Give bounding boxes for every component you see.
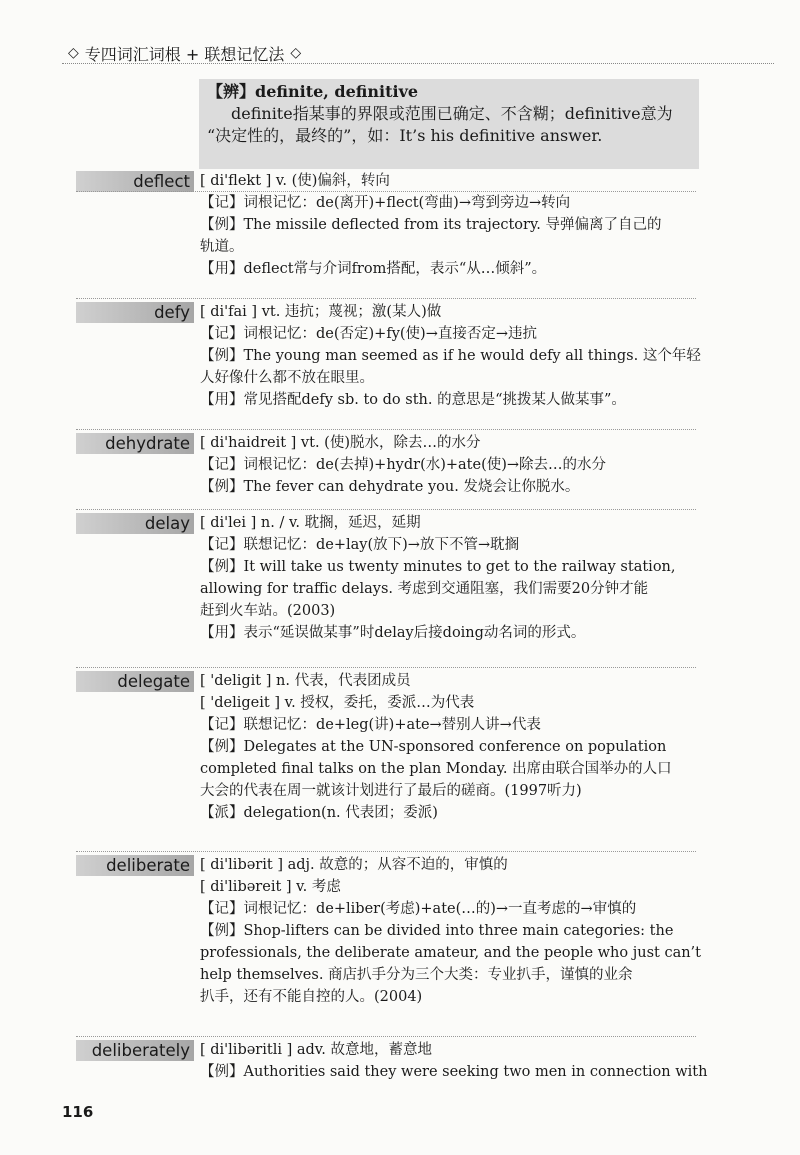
- entry-defy: [200, 301, 701, 411]
- page-header: [62, 37, 774, 69]
- entry-line: [ 'deligeit ] v. 授权，委托，委派…为代表: [200, 695, 475, 711]
- entry-deflect: [200, 170, 694, 280]
- entry-divider: [76, 509, 696, 510]
- entry-line: 【记】词根记忆：de(去掉)+hydr(水)+ate(使)→除去…的水分: [200, 457, 607, 473]
- entry-dehydrate: [200, 432, 694, 498]
- headword: delegate: [76, 671, 194, 692]
- entry-line: [ di'fai ] vt. 违抗；蔑视；激(某人)做: [200, 304, 442, 320]
- entry-line: 【记】词根记忆：de(否定)+fy(使)→直接否定→违抗: [200, 326, 537, 342]
- header-divider: [62, 63, 774, 64]
- entry-divider: [76, 1036, 696, 1037]
- entry-deliberate: [200, 854, 701, 1008]
- note-box: [199, 79, 699, 169]
- entry-line: 扒手，还有不能自控的人。(2004): [200, 989, 423, 1005]
- note-title: 【辨】definite, definitive: [207, 82, 419, 101]
- entry-line: allowing for traffic delays. 考虑到交通阻塞，我们需要20分钟才能: [200, 581, 649, 597]
- headword: delay: [76, 513, 194, 534]
- entry-line: 【记】词根记忆：de(离开)+flect(弯曲)→弯到旁边→转向: [200, 195, 571, 211]
- entry-line: 赶到火车站。(2003): [200, 603, 336, 619]
- headword: deliberately: [76, 1040, 194, 1061]
- diamond-icon: ◇: [290, 45, 302, 61]
- entry-line: [ di'haidreit ] vt. (使)脱水，除去…的水分: [200, 435, 481, 451]
- note-line: “决定性的，最终的”，如：It’s his definitive answer.: [207, 126, 603, 145]
- note-line: definite指某事的界限或范围已确定、不含糊；definitive意为: [231, 104, 673, 123]
- entry-deliberately: [200, 1039, 708, 1083]
- entry-line: [ 'deligit ] n. 代表，代表团成员: [200, 673, 411, 689]
- diamond-icon: ◇: [68, 45, 79, 61]
- entry-line: 【派】delegation(n. 代表团；委派): [200, 805, 438, 821]
- entry-line: 【例】Shop-lifters can be divided into three main categories: the: [200, 923, 674, 939]
- entry-line: [ di'libəritli ] adv. 故意地，蓄意地: [200, 1042, 432, 1058]
- entry-line: 【例】The young man seemed as if he would defy all things. 这个年轻: [200, 348, 701, 364]
- entry-line: 【用】deflect常与介词from搭配，表示“从…倾斜”。: [200, 261, 547, 277]
- entry-line: [ di'flekt ] v. (使)偏斜，转向: [200, 173, 390, 189]
- entry-line: 【例】The fever can dehydrate you. 发烧会让你脱水。: [200, 479, 580, 495]
- entry-line: 【例】The missile deflected from its trajectory. 导弹偏离了自己的: [200, 217, 662, 233]
- entry-line: completed final talks on the plan Monday. 出席由联合国举办的人口: [200, 761, 672, 777]
- entry-line: [ di'lei ] n. / v. 耽搁，延迟，延期: [200, 515, 421, 531]
- page-header-title: 专四词汇词根 + 联想记忆法: [84, 44, 285, 64]
- entry-line: 【记】联想记忆：de+lay(放下)→放下不管→耽搁: [200, 537, 520, 553]
- entry-delegate: [200, 670, 694, 824]
- headword: dehydrate: [76, 433, 194, 454]
- entry-line: 【记】联想记忆：de+leg(讲)+ate→替别人讲→代表: [200, 717, 541, 733]
- entry-line: 【用】常见搭配defy sb. to do sth. 的意思是“挑拨某人做某事”。: [200, 392, 626, 408]
- entry-line: 【记】词根记忆：de+liber(考虑)+ate(…的)→一直考虑的→审慎的: [200, 901, 637, 917]
- entry-line: 大会的代表在周一就该计划进行了最后的磋商。(1997听力): [200, 783, 582, 799]
- entry-line: 轨道。: [200, 239, 244, 255]
- entry-line: 【例】It will take us twenty minutes to get to the railway station,: [200, 559, 676, 575]
- entry-divider: [76, 667, 696, 668]
- entry-line: 【用】表示“延误做某事”时delay后接doing动名词的形式。: [200, 625, 586, 641]
- entry-divider: [76, 851, 696, 852]
- headword: defy: [76, 302, 194, 323]
- entry-line: help themselves. 商店扒手分为三个大类：专业扒手，谨慎的业余: [200, 967, 633, 983]
- headword: deflect: [76, 171, 194, 192]
- entry-line: 【例】Authorities said they were seeking two men in connection with: [200, 1064, 708, 1080]
- entry-line: 人好像什么都不放在眼里。: [200, 370, 374, 386]
- entry-line: [ di'libərit ] adj. 故意的；从容不迫的，审慎的: [200, 857, 508, 873]
- entry-line: [ di'libəreit ] v. 考虑: [200, 879, 341, 895]
- entry-line: professionals, the deliberate amateur, and the people who just can’t: [200, 945, 701, 961]
- entry-line: 【例】Delegates at the UN-sponsored conference on population: [200, 739, 667, 755]
- entry-delay: [200, 512, 694, 644]
- headword: deliberate: [76, 855, 194, 876]
- entry-divider: [76, 429, 696, 430]
- entry-divider: [76, 298, 696, 299]
- page-number: 116: [62, 1103, 94, 1121]
